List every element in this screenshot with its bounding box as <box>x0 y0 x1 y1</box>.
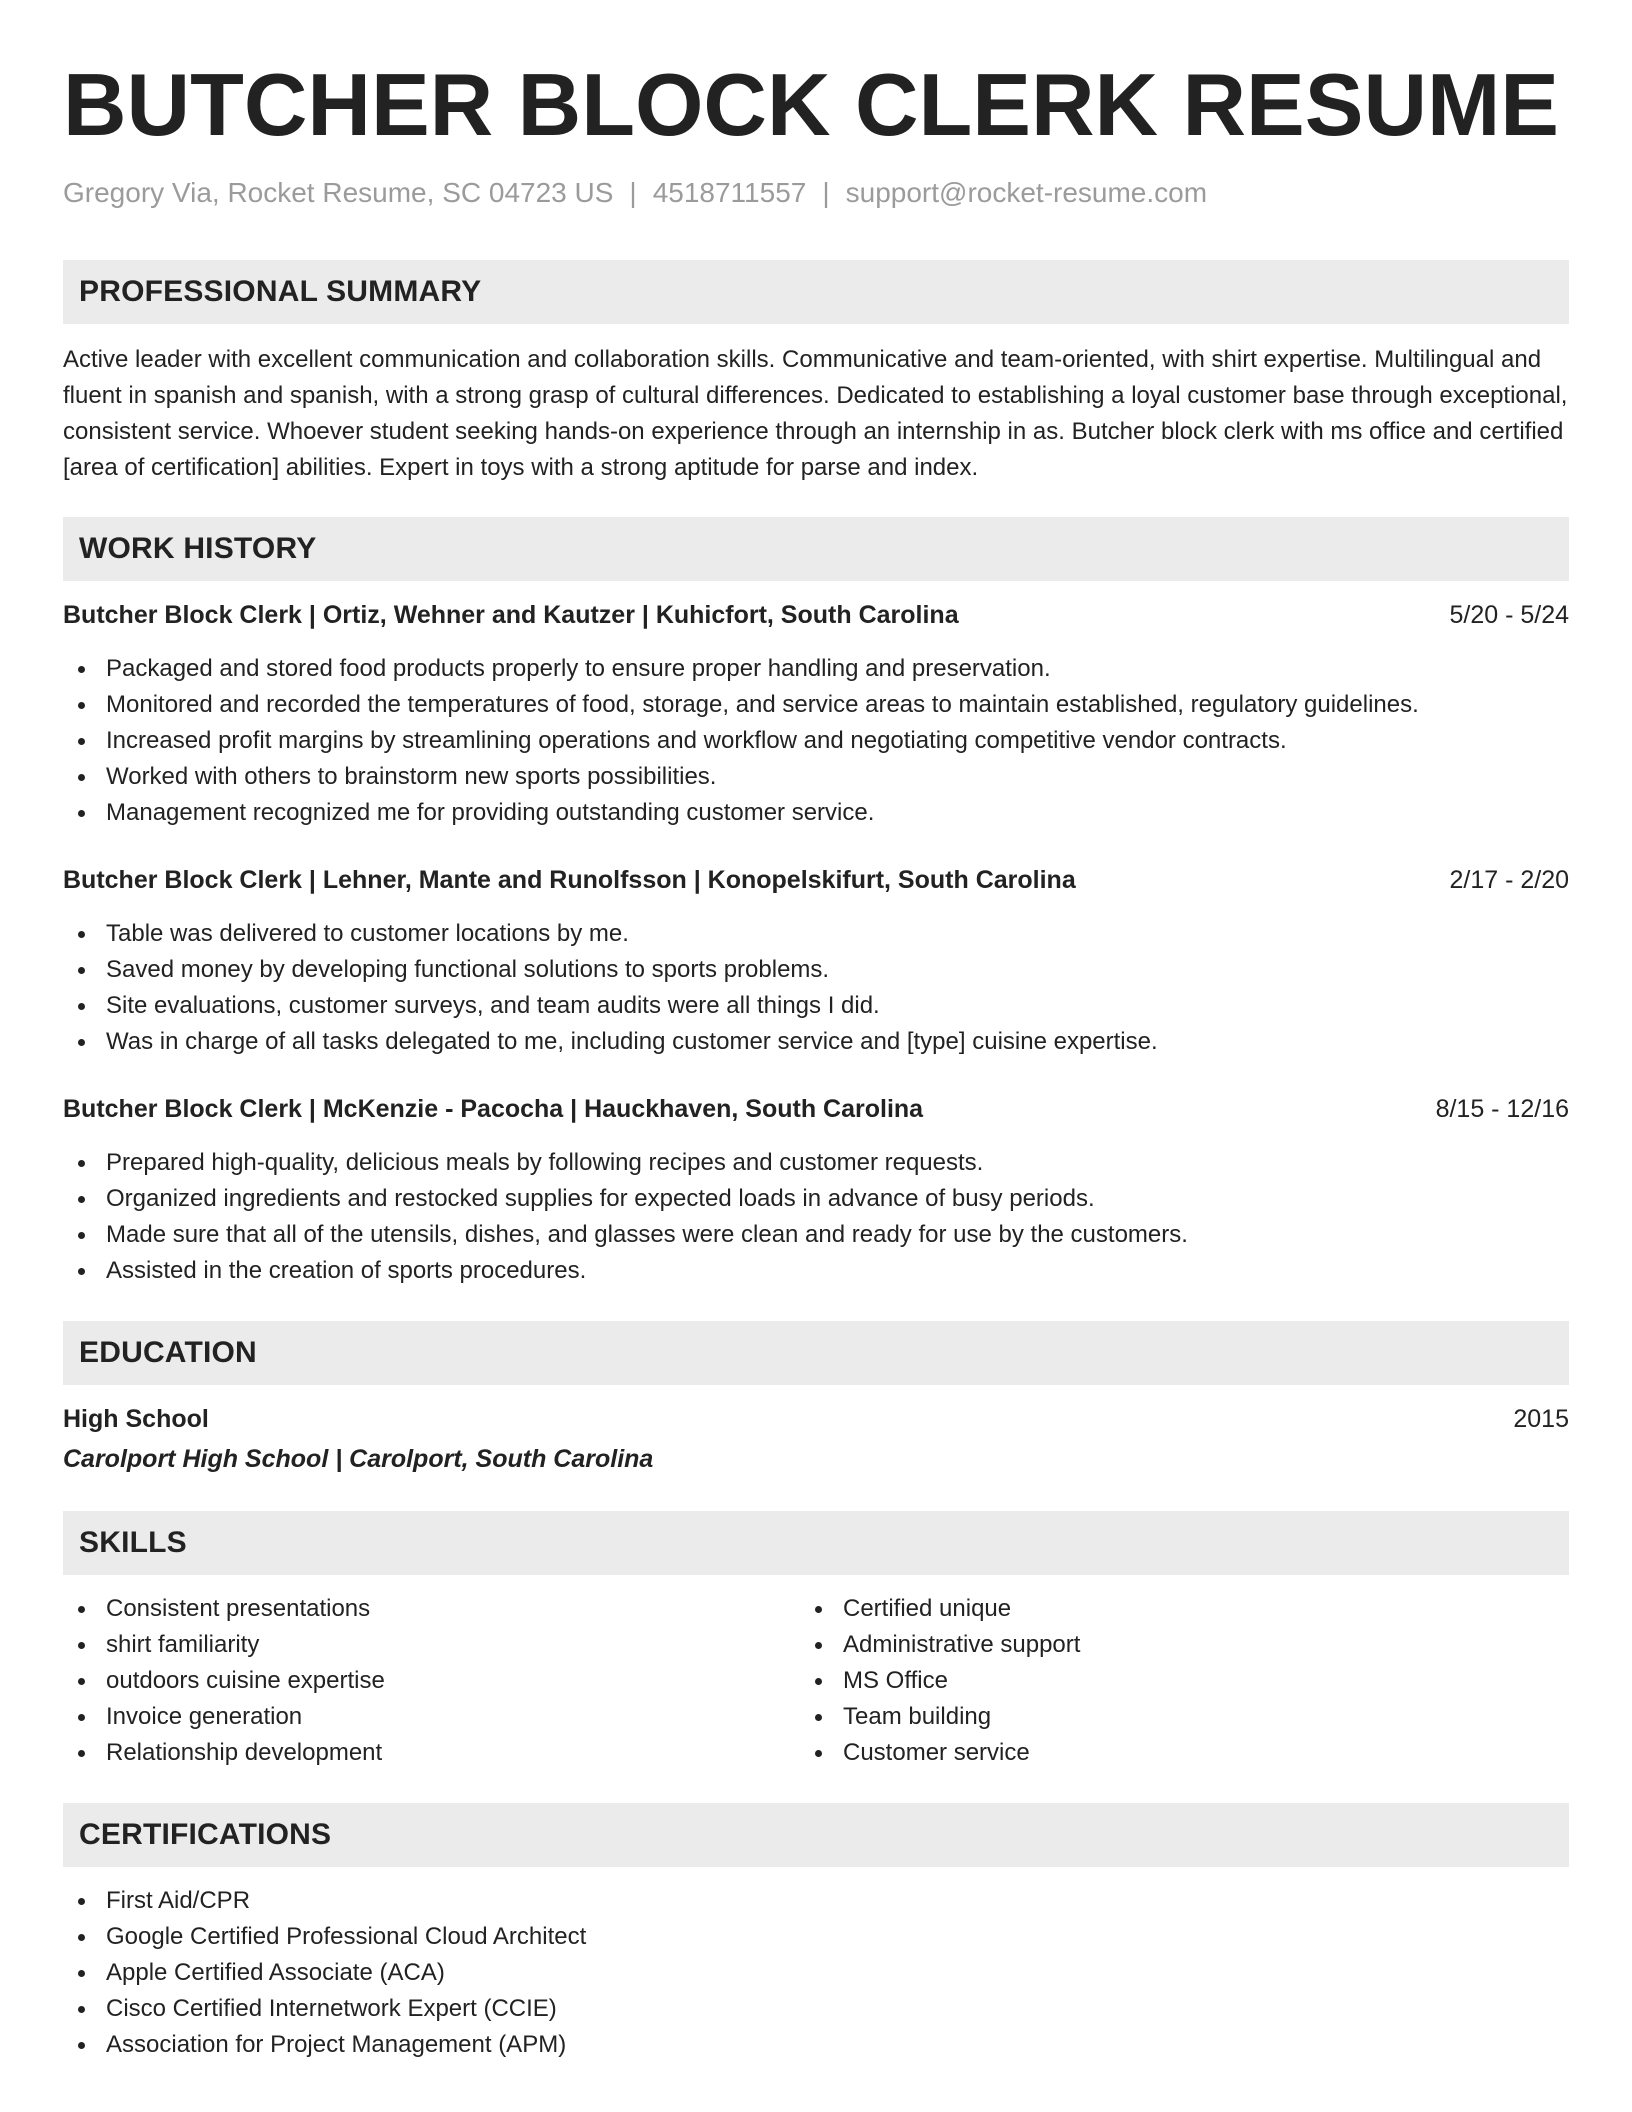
job-bullet <box>63 916 1569 952</box>
bullet-dot-icon <box>78 1642 85 1649</box>
skill-text: Administrative support <box>843 1631 1081 1658</box>
job-bullet-text: Saved money by developing functional solutions to sports problems. <box>106 956 830 983</box>
job-title: Butcher Block Clerk | McKenzie - Pacocha | Hauckhaven, South Carolina <box>63 1095 924 1123</box>
bullet-dot-icon <box>78 1678 85 1685</box>
contact-phone: 4518711557 <box>652 177 807 208</box>
job-bullet <box>63 1024 1569 1060</box>
job-title: Butcher Block Clerk | Lehner, Mante and Runolfsson | Konopelskifurt, South Carolina <box>63 866 1076 894</box>
job-bullet-text: Packaged and stored food products properly to ensure proper handling and preservation. <box>106 655 1051 682</box>
job-bullet <box>63 1181 1569 1217</box>
skills-heading: SKILLS <box>63 1511 1569 1575</box>
contact-separator: | <box>822 177 830 208</box>
contact-line <box>63 176 1569 210</box>
bullet-dot-icon <box>78 702 85 709</box>
summary-heading: PROFESSIONAL SUMMARY <box>63 260 1569 324</box>
certification-text: Google Certified Professional Cloud Architect <box>106 1923 587 1950</box>
job-entry <box>63 597 1569 831</box>
bullet-dot-icon <box>78 931 85 938</box>
skill-text: shirt familiarity <box>106 1631 260 1658</box>
bullet-dot-icon <box>815 1714 822 1721</box>
skill-text: outdoors cuisine expertise <box>106 1667 385 1694</box>
job-bullet <box>63 988 1569 1024</box>
job-bullet <box>63 952 1569 988</box>
job-header <box>63 862 1569 898</box>
job-dates: 8/15 - 12/16 <box>1435 1095 1569 1123</box>
bullet-dot-icon <box>78 738 85 745</box>
skills-column-right <box>800 1591 1537 1771</box>
skill-item <box>800 1735 1537 1771</box>
job-dates: 5/20 - 5/24 <box>1449 601 1569 629</box>
education-year: 2015 <box>1513 1405 1569 1433</box>
job-bullet-text: Management recognized me for providing outstanding customer service. <box>106 799 875 826</box>
job-bullet-text: Increased profit margins by streamlining operations and workflow and negotiating competitive vendor contracts. <box>106 727 1287 754</box>
education-heading: EDUCATION <box>63 1321 1569 1385</box>
job-bullet <box>63 687 1569 723</box>
job-bullet-text: Organized ingredients and restocked supplies for expected loads in advance of busy periods. <box>106 1185 1095 1212</box>
certification-item <box>63 2027 1569 2063</box>
job-bullets <box>63 651 1569 831</box>
contact-address: Gregory Via, Rocket Resume, SC 04723 US <box>63 177 614 208</box>
work-history-heading: WORK HISTORY <box>63 517 1569 581</box>
skill-text: MS Office <box>843 1667 948 1694</box>
skill-text: Certified unique <box>843 1595 1012 1622</box>
bullet-dot-icon <box>78 1606 85 1613</box>
certifications-heading: CERTIFICATIONS <box>63 1803 1569 1867</box>
skill-text: Consistent presentations <box>106 1595 371 1622</box>
skill-text: Invoice generation <box>106 1703 303 1730</box>
education-degree: High School <box>63 1405 209 1433</box>
job-bullet <box>63 1253 1569 1289</box>
education-school: Carolport High School | Carolport, South Carolina <box>63 1445 654 1473</box>
bullet-dot-icon <box>815 1678 822 1685</box>
skill-item <box>63 1735 800 1771</box>
job-entry <box>63 862 1569 1060</box>
bullet-dot-icon <box>78 1750 85 1757</box>
summary-section <box>63 260 1569 486</box>
skill-item <box>63 1663 800 1699</box>
bullet-dot-icon <box>78 774 85 781</box>
education-header <box>63 1401 1569 1437</box>
bullet-dot-icon <box>78 1934 85 1941</box>
bullet-dot-icon <box>815 1606 822 1613</box>
skill-item <box>800 1663 1537 1699</box>
bullet-dot-icon <box>78 1196 85 1203</box>
job-bullet-text: Site evaluations, customer surveys, and team audits were all things I did. <box>106 992 880 1019</box>
skills-list <box>800 1591 1537 1771</box>
job-bullet <box>63 651 1569 687</box>
job-header <box>63 1091 1569 1127</box>
bullet-dot-icon <box>78 2042 85 2049</box>
skill-item <box>800 1627 1537 1663</box>
skill-item <box>800 1699 1537 1735</box>
job-bullet-text: Was in charge of all tasks delegated to me, including customer service and [type] cuisine expertise. <box>106 1028 1158 1055</box>
contact-separator: | <box>629 177 637 208</box>
certifications-list <box>63 1883 1569 2063</box>
certification-item <box>63 1955 1569 1991</box>
job-bullet <box>63 759 1569 795</box>
work-history-section <box>63 517 1569 1289</box>
skill-text: Relationship development <box>106 1739 383 1766</box>
bullet-dot-icon <box>78 967 85 974</box>
job-title: Butcher Block Clerk | Ortiz, Wehner and Kautzer | Kuhicfort, South Carolina <box>63 601 959 629</box>
job-entry <box>63 1091 1569 1289</box>
certification-item <box>63 1919 1569 1955</box>
skill-text: Team building <box>843 1703 992 1730</box>
job-bullet <box>63 795 1569 831</box>
job-bullet-text: Monitored and recorded the temperatures of food, storage, and service areas to maintain established, regulatory guidelines. <box>106 691 1419 718</box>
bullet-dot-icon <box>78 2006 85 2013</box>
contact-email: support@rocket-resume.com <box>845 177 1208 208</box>
job-bullet <box>63 723 1569 759</box>
job-bullet <box>63 1217 1569 1253</box>
job-bullet <box>63 1145 1569 1181</box>
certifications-section <box>63 1803 1569 2063</box>
skills-section <box>63 1511 1569 1771</box>
bullet-dot-icon <box>78 1970 85 1977</box>
certification-item <box>63 1883 1569 1919</box>
bullet-dot-icon <box>78 1003 85 1010</box>
resume-title: BUTCHER BLOCK CLERK RESUME <box>63 55 1559 154</box>
education-section <box>63 1321 1569 1477</box>
job-bullet-text: Worked with others to brainstorm new sports possibilities. <box>106 763 717 790</box>
certification-text: First Aid/CPR <box>106 1887 251 1914</box>
bullet-dot-icon <box>78 1898 85 1905</box>
bullet-dot-icon <box>78 1160 85 1167</box>
bullet-dot-icon <box>78 1714 85 1721</box>
certification-item <box>63 1991 1569 2027</box>
job-bullet-text: Prepared high-quality, delicious meals by following recipes and customer requests. <box>106 1149 984 1176</box>
certification-text: Cisco Certified Internetwork Expert (CCIE) <box>106 1995 557 2022</box>
skill-item <box>63 1591 800 1627</box>
skills-grid <box>63 1591 1569 1771</box>
certification-text: Association for Project Management (APM) <box>106 2031 567 2058</box>
bullet-dot-icon <box>78 1268 85 1275</box>
skill-item <box>63 1699 800 1735</box>
skill-item <box>63 1627 800 1663</box>
skills-list <box>63 1591 800 1771</box>
bullet-dot-icon <box>78 810 85 817</box>
job-bullet-text: Made sure that all of the utensils, dishes, and glasses were clean and ready for use by the customers. <box>106 1221 1188 1248</box>
bullet-dot-icon <box>78 1232 85 1239</box>
certification-text: Apple Certified Associate (ACA) <box>106 1959 445 1986</box>
bullet-dot-icon <box>78 1039 85 1046</box>
skill-item <box>800 1591 1537 1627</box>
job-dates: 2/17 - 2/20 <box>1449 866 1569 894</box>
summary-text: Active leader with excellent communication and collaboration skills. Communicative and team-oriented, with shirt expertise. Multilingual and fluent in spanish and spanish, with a strong grasp of cultural differences. Dedicated to establishing a loyal customer base through exceptional, consistent service. Whoever student seeking hands-on experience through an internship in as. Butcher block clerk with ms office and certified [area of certification] abilities. Expert in toys with a strong aptitude for parse and index. <box>63 346 1568 481</box>
job-header <box>63 597 1569 633</box>
bullet-dot-icon <box>815 1750 822 1757</box>
job-bullet-text: Table was delivered to customer locations by me. <box>106 920 629 947</box>
bullet-dot-icon <box>815 1642 822 1649</box>
job-bullets <box>63 916 1569 1060</box>
job-bullets <box>63 1145 1569 1289</box>
skills-column-left <box>63 1591 800 1771</box>
job-bullet-text: Assisted in the creation of sports procedures. <box>106 1257 587 1284</box>
skill-text: Customer service <box>843 1739 1030 1766</box>
bullet-dot-icon <box>78 666 85 673</box>
